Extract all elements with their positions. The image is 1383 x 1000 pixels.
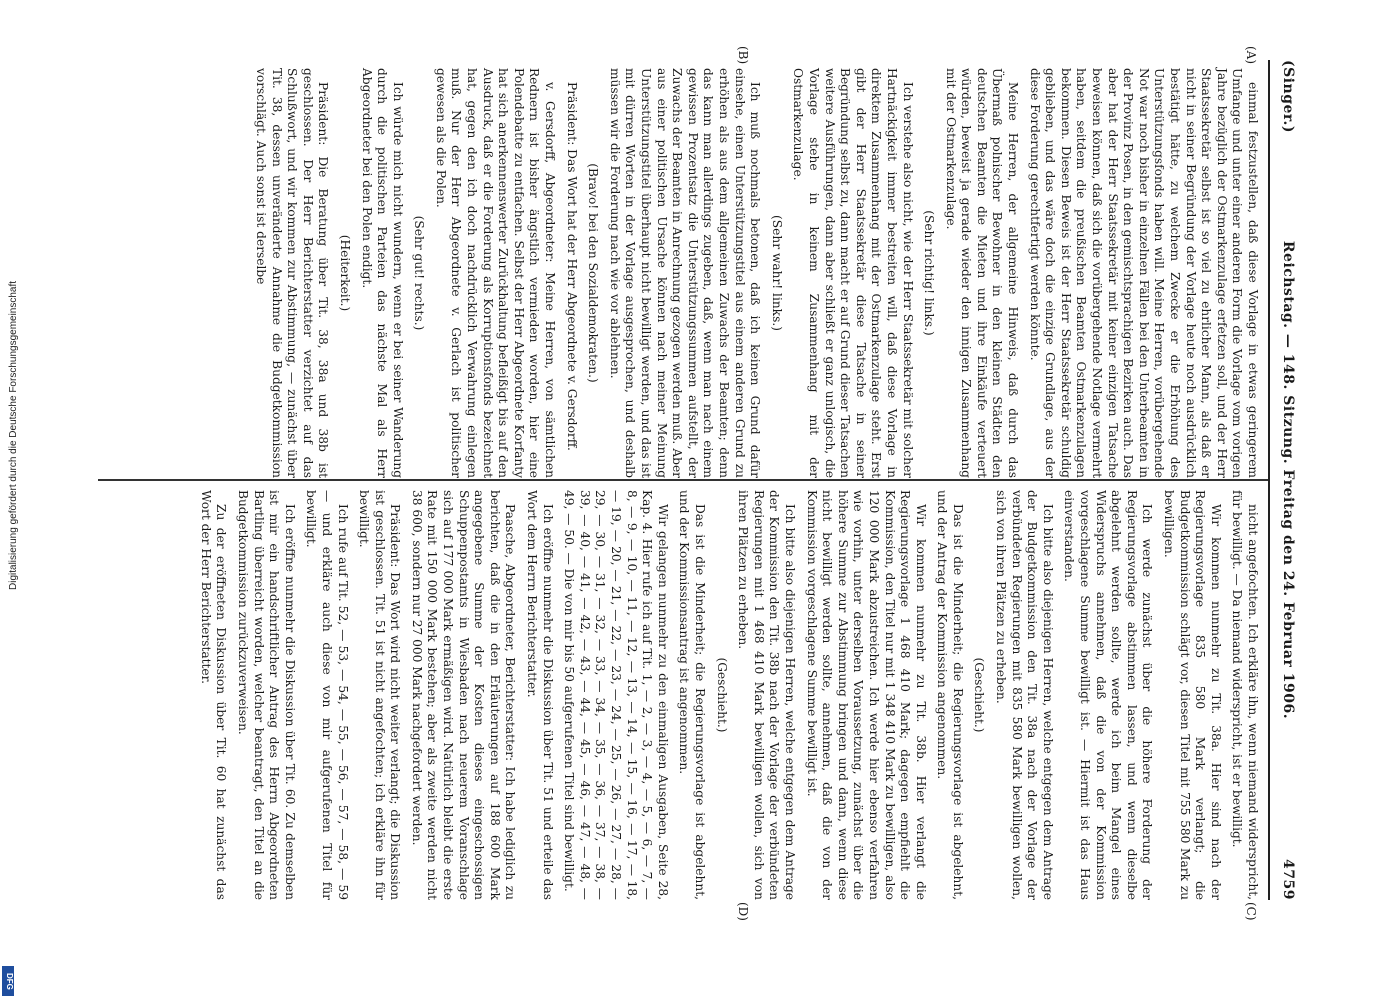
left-column: [246, 68, 1260, 478]
speaker-paragraph: Präsident: Die Beratung über Tit. 38, 38a und 38b ist geschlossen. Der Herr Berichterstatter verzichtet auf das Schlußwort, und wir kommen zur Abstimmung, — zunächst über Tit. 38, dessen unveränderte Annahme die Budgetkommission vorschlägt. Auch sonst ist derselbe: [253, 68, 331, 478]
rotated-page-content: [70, 40, 1310, 920]
interjection: (Geschieht.): [972, 657, 987, 733]
speaker-paragraph: Präsident: Das Wort hat der Herr Abgeordnete v. Gersdorff.: [564, 82, 579, 451]
page-header: [1274, 60, 1296, 900]
paragraph: Ich werde zunächst über die höhere Forderung der Regierungsvorlage abstimmen lassen, und wenn dieselbe abgelehnt werden sollte, werde ich beim Mangel eines Widerspruchs annehmen, daß die von der Kommission vorgeschlagene Summe bewilligt ist. — Hiermit ist das Haus einverstanden.: [1062, 490, 1155, 900]
paragraph: Ich bitte also diejenigen Herren, welche entgegen dem Antrage der Kommission den Tit. 38b nach der Vorlage der verbündeten Regierungen mit 1 468 410 Mark bewilligen wollen, sich von ihren Plätzen zu erheben.: [736, 490, 797, 900]
paragraph: Ich würde mich nicht wundern, wenn er bei seiner Wanderung durch die politischen Parteien das nächste Mal als Herr Abgeordneter bei den Polen endigt.: [359, 68, 405, 478]
interjection: (Sehr wahr! links.): [769, 215, 784, 331]
paragraph: nicht angefochten. Ich erkläre ihn, wenn niemand widerspricht, für bewilligt. — Da niemand widerspricht, ist er bewilligt.: [1230, 490, 1260, 900]
speaker-paragraph: Präsident: Das Wort wird nicht weiter verlangt; die Diskussion ist geschlossen. Tit. 51 ist nicht angefochten; ich erkläre ihn für bewilligt.: [357, 490, 403, 900]
margin-marker-c: (C): [1244, 902, 1258, 921]
paragraph: Das ist die Minderheit; die Regierungsvorlage ist abgelehnt, und der Kommissionsantrag ist angenommen.: [677, 490, 707, 900]
paragraph: Meine Herren, der allgemeine Hinweis, daß durch das Übermaß polnischer Bewohner in den kleinen Städten den deutschen Beamten die Mieten und ihre Einkäufe verteuert würden, beweist ja gerade wieder den innigen Zusammenhang mit der Ostmarkenzulage.: [943, 68, 1021, 478]
interjection: (Sehr richtig! links.): [922, 210, 937, 336]
paragraph: einmal festzustellen, daß diese Vorlage in etwas geringerem Umfange und unter einer anderen Form die Vorlage vom vorigen Jahre bezüglich der Ostmarkenzulage erfetzen soll, und der Herr Staatssekretär selbst ist so viel zu ehrlicher Mann, als daß er nicht in seiner Begründung der Vorlage heute noch ausdrücklich bestätigt hätte, zu welchem Zwecke er die Erhöhung des Unterstützungsfonds haben will. Meine Herren, vorübergehende Not war noch bisher in einzelnen Fällen bei den Unterbeamten in der Provinz Posen, in den gemischtsprachigen Bezirken auch. Das aber hat der Herr Staatssekretär mit keiner einzigen Tatsache beweisen können, daß sich die vorübergehende Notlage vermehrt haben, seitdem die preußischen Beamten Ostmarkenzulagen bekommen. Diesen Beweis ist der Herr Staatssekretär schuldig geblieben, und das wäre doch die einzige Grundlage, aus der diese Forderung gerechtfertigt werden könnte.: [1027, 68, 1260, 478]
paragraph: Ich verstehe also nicht, wie der Herr Staatssekretär mit solcher Hartnäckigkeit immer bestreiten will, daß diese Vorlage in direktem Zusammenhang mit der Ostmarkenzulage steht. Erst gibt der Herr Staatssekretär diese Tatsache in seiner Begründung selbst zu, dann macht er auf Grund dieser Tatsachen weitere Ausführungen, dann aber schließt er ganz unlogisch, die Vorlage stehe in keinem Zusammenhang mit der Ostmarkenzulage.: [791, 68, 915, 478]
speaker-paragraph: v. Gersdorff, Abgeordneter: Meine Herren, von sämtlichen Rednern ist bisher ängstlich vermieden worden, hier eine Polendebatte zu entfachen. Selbst der Herr Abgeordnete Korfanty hat sich anerkennenswerter Zurückhaltung befleißigt bis auf den Ausdruck, daß er die Forderung als Korruptionsfonds bezeichnet hat, gegen den ich doch nachdrücklich Verwahrung einlegen muß. Nur der Herr Abgeordnete v. Gerlach ist politischer gewesen als die Polen.: [433, 68, 558, 478]
paragraph: Ich muß nochmals betonen, daß ich keinen Grund dafür einsehe, einen Unterstützungstitel aus einem anderen Grund zu erhöhen als aus dem allgemeinen Zuwachs der Beamten; denn das kann man allerdings zugeben, daß, wenn man nach einem gewissen Prozentsatz die Unterstützungssummen aufstellt, der Zuwachs der Beamten in Anrechnung gezogen werden muß. Aber aus einer politischen Ursache können nach meiner Meinung Unterstützungstitel überhaupt nicht bewilligt werden, und das ist mit dürren Worten in der Vorlage ausgesprochen, und deshalb müssen wir die Forderung nach wie vor ablehnen.: [607, 68, 763, 478]
paragraph: Ich eröffne nunmehr die Diskussion über Tit. 51 und erteile das Wort dem Herrn Berichterstatter.: [525, 490, 555, 900]
paragraph: Wir kommen nunmehr zu Tit. 38b. Hier verlangt die Regierungsvorlage 1 468 410 Mark; dagegen empfiehlt die Kommission, den Titel nur mit 1 348 410 Mark zu bewilligen, also 120 000 Mark abzustreichen. Ich werde hier ebenso verfahren wie vorhin, unter derselben Voraussetzung, zunächst über die höhere Summe zur Abstimmung bringen und dann, wenn diese nicht bewilligt werden sollte, annehmen, daß die von der Kommission vorgeschlagene Summe bewilligt ist.: [804, 490, 928, 900]
header-rule: [1268, 60, 1270, 900]
interjection: (Sehr gut! rechts.): [412, 215, 427, 331]
interjection: (Geschieht.): [714, 657, 729, 733]
paragraph: Ich rufe auf Tit. 52, — 53, — 54, — 55, — 56, — 57, — 58, — 59 — und erkläre auch diese von mir aufgerufenen Titel für bewilligt.: [304, 490, 350, 900]
column-divider: [98, 479, 1268, 481]
paragraph: Ich bitte also diejenigen Herren, welche entgegen dem Antrage der Budgetkommission den Tit. 38a nach der Vorlage der verbündeten Regierungen mit 835 580 Mark bewilligen wollen, sich von ihren Plätzen zu erheben.: [994, 490, 1055, 900]
paragraph: Wir gelangen nunmehr zu den einmaligen Ausgaben, Seite 28, Kap. 4. Hier rufe ich auf Tit. 1, — 2, — 3, — 4, — 5, — 6, — 7, — 8, — 9, — 10, — 11, — 12, — 13, — 14, — 15, — 16, — 17, — 18, — 19, — 20, — 21, — 22, — 23, — 24, — 25, — 26, — 27, — 28, — 29, — 30, — 31, — 32, — 33, — 34, — 35, — 36, — 37, — 38, — 39, — 40, — 41, — 42, — 43, — 44, — 45, — 46, — 47, — 48, — 49, — 50. — Die von mir bis 50 aufgerufenen Titel sind bewilligt.: [562, 490, 670, 900]
dfg-logo: DFG: [2, 966, 14, 996]
paragraph: Wir kommen nunmehr zu Tit. 38a. Hier sind nach der Regierungsvorlage 835 580 Mark verlangt; die Budgetkommission schlägt vor, diesen Titel mit 755 580 Mark zu bewilligen.: [1162, 490, 1223, 900]
margin-marker-b: (B): [736, 46, 750, 65]
header-title: Reichstag. — 148. Sitzung. Freitag den 24. Februar 1906.: [1280, 240, 1296, 720]
interjection: (Heiterkeit.): [337, 234, 352, 312]
margin-marker-a: (A): [1244, 46, 1258, 65]
paragraph: Zu der eröffneten Diskussion über Tit. 60 hat zunächst das Wort der Herr Berichterstatter.: [198, 490, 229, 900]
page-number: 4759: [1280, 859, 1296, 900]
speaker-paragraph: Paasche, Abgeordneter, Berichterstatter: Ich habe lediglich zu berichten, daß die in den Erläuterungen auf 188 600 Mark angegebene Summe der Kosten dieses eingeschossigen Schuppenpostamts in Wiesbaden nach neuerem Voranschlage sich auf 177 000 Mark ermäßigen wird. Natürlich bleibt die erste Rate mit 150 000 Mark bestehen; aber als zweite werden nicht 38 600, sondern nur 27 000 Mark nachgefordert werden.: [409, 490, 518, 900]
right-column: [191, 490, 1260, 900]
paragraph: Das ist die Minderheit; die Regierungsvorlage ist abgelehnt, und der Antrag der Kommission angenommen.: [935, 490, 965, 900]
digitization-credit: Digitalisierung gefördert durch die Deutsche Forschungsgemeinschaft: [8, 280, 19, 590]
paragraph: Ich eröffne nunmehr die Diskussion über Tit. 60. Zu demselben ist mir ein handschriftlicher Antrag des Herrn Abgeordneten Bartling überreicht worden, welcher beantragt, den Titel an die Budgetkommission zurückzuverweisen.: [235, 490, 297, 900]
margin-marker-d: (D): [736, 902, 750, 921]
header-left: (Singer.): [1280, 60, 1296, 134]
document-page: [70, 40, 1310, 940]
interjection: (Bravo! bei den Sozialdemokraten.): [586, 163, 601, 383]
